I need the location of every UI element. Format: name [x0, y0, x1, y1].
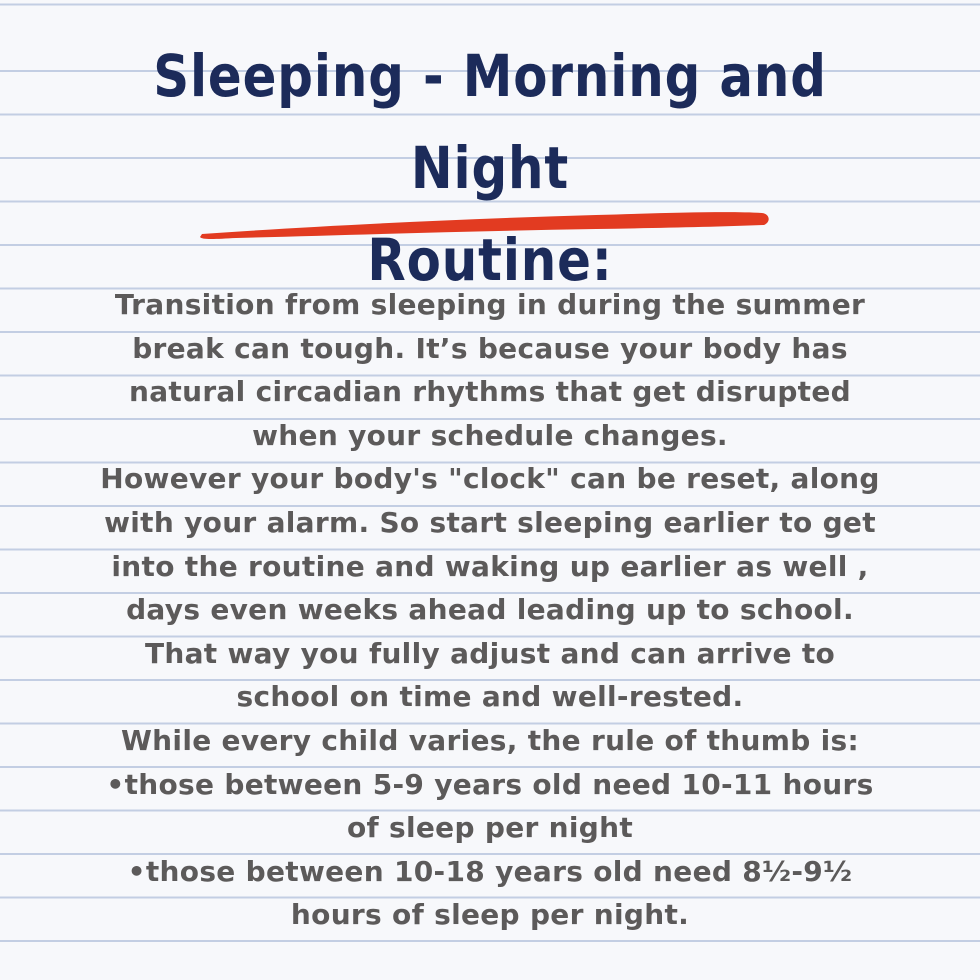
body-line: into the routine and waking up earlier as well , — [111, 549, 869, 583]
body-line: That way you fully adjust and can arrive to — [144, 636, 836, 670]
bullet-item-continued: hours of sleep per night. — [290, 898, 690, 932]
title-line-2: Routine: — [367, 226, 613, 294]
body-line: with your alarm. So start sleeping earlier to get — [104, 505, 876, 539]
body-line: However your body's "clock" can be reset, along — [100, 462, 880, 496]
bullet-item: •those between 10-18 years old need 8½-9½ — [127, 854, 853, 888]
bullet-item-continued: of sleep per night — [346, 811, 634, 845]
body-line: days even weeks ahead leading up to school. — [126, 593, 854, 627]
body-line: break can tough. It’s because your body has — [132, 331, 848, 365]
body-line: school on time and well-rested. — [236, 680, 744, 714]
bullet-item: •those between 5-9 years old need 10-11 hours — [106, 767, 874, 801]
body-line: While every child varies, the rule of thumb is: — [121, 723, 859, 757]
body-line: natural circadian rhythms that get disrupted — [128, 375, 852, 409]
body-line: Transition from sleeping in during the summer — [114, 288, 866, 321]
body-paragraph — [70, 283, 910, 937]
page-title — [77, 30, 903, 306]
title-line-1: Sleeping - Morning and Night — [153, 42, 827, 202]
underline-stroke — [200, 212, 769, 239]
body-line: when your schedule changes. — [252, 418, 728, 452]
title-underline-brushstroke — [196, 206, 772, 242]
